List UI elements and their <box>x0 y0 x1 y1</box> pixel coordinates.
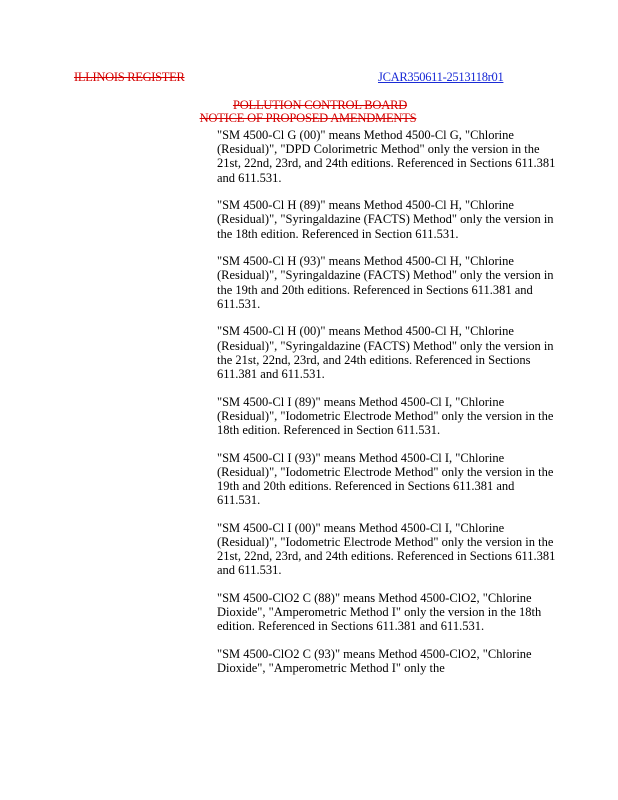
notice-title: NOTICE OF PROPOSED AMENDMENTS <box>199 111 417 125</box>
definition-text: "SM 4500-ClO2 C (93)" means Method 4500-ClO2, "Chlorine Dioxide", "Amperometric Method I" only the <box>217 647 532 676</box>
definition-item <box>217 451 557 508</box>
definition-item <box>217 647 557 675</box>
definition-text: "SM 4500-Cl G (00)" means Method 4500-Cl G, "Chlorine (Residual)", "DPD Colorimetric Method" only the version in the 21st, 22nd, 23rd, and 24th editions. Referenced in Sections 611.381 and 611.531. <box>217 128 556 185</box>
definition-item <box>217 324 557 381</box>
definition-text: "SM 4500-Cl I (93)" means Method 4500-Cl I, "Chlorine (Residual)", "Iodometric Electrode Method" only the version in the 19th and 20th editions. Referenced in Sections 611.381 and 611.531. <box>217 450 554 508</box>
definition-item <box>217 254 557 311</box>
definition-item <box>217 591 557 634</box>
definition-item <box>217 128 557 185</box>
definitions-list <box>217 128 557 689</box>
definition-item <box>217 198 557 241</box>
definition-text: "SM 4500-ClO2 C (88)" means Method 4500-ClO2, "Chlorine Dioxide", "Amperometric Method I" only the version in the 18th edition. Referenced in Sections 611.381 and 611.531. <box>217 591 542 634</box>
board-heading <box>0 99 618 125</box>
definition-text: "SM 4500-Cl I (89)" means Method 4500-Cl I, "Chlorine (Residual)", "Iodometric Electrode Method" only the version in the 18th edition. Referenced in Section 611.531. <box>217 394 554 438</box>
document-id-link[interactable]: JCAR350611-2513118r01 <box>378 70 504 84</box>
definition-text: "SM 4500-Cl H (89)" means Method 4500-Cl H, "Chlorine (Residual)", "Syringaldazine (FACTS) Method" only the version in the 18th edition. Referenced in Section 611.531. <box>217 198 554 241</box>
board-name: POLLUTION CONTROL BOARD <box>232 98 408 112</box>
definition-item <box>217 521 557 578</box>
register-title: ILLINOIS REGISTER <box>74 70 185 84</box>
definition-item <box>217 395 557 438</box>
definition-text: "SM 4500-Cl H (93)" means Method 4500-Cl H, "Chlorine (Residual)", "Syringaldazine (FACTS) Method" only the version in the 19th and 20th editions. Referenced in Sections 611.381 and 611.531. <box>217 254 554 311</box>
definition-text: "SM 4500-Cl H (00)" means Method 4500-Cl H, "Chlorine (Residual)", "Syringaldazine (FACTS) Method" only the version in the 21st, 22nd, 23rd, and 24th editions. Referenced in Sections 611.381 and 611.531. <box>217 324 554 382</box>
definition-text: "SM 4500-Cl I (00)" means Method 4500-Cl I, "Chlorine (Residual)", "Iodometric Electrode Method" only the version in the 21st, 22nd, 23rd, and 24th editions. Referenced in Sections 611.381 and 611.531. <box>217 520 556 578</box>
